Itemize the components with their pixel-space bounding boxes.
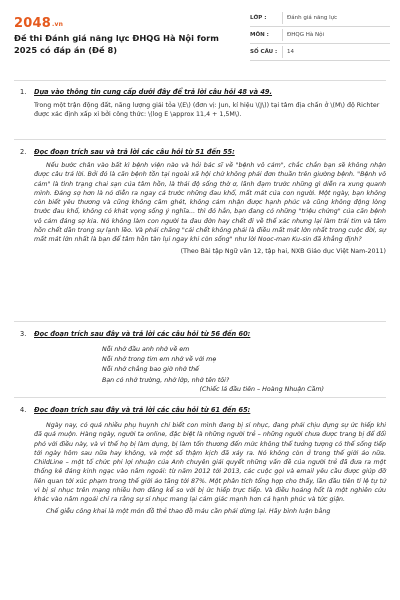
question-4: [14, 406, 386, 516]
page-header: [0, 0, 400, 80]
logo-suffix: .vn: [51, 21, 64, 28]
poem-lines: [102, 345, 386, 386]
question-divider: [14, 139, 386, 140]
question-body: Trong một trận động đất, năng lượng giải tỏa \(E\) (đơn vị: Jun, kí hiệu \(J\)) tại tâm địa chấn ở \(M\) độ Richter được xác định xấp xỉ bởi công thức: \(log E \approx 11,4 + 1,5M\).: [34, 102, 380, 119]
passage-text: Nếu bước chân vào bất kì bệnh viện nào và hỏi bác sĩ về "bệnh vô cảm", chắc chắn bạn sẽ không nhận được câu trả lời. Bởi đó là căn bệnh tồn tại ngoài xã hội chứ không phải đơn thuần trên giường bệnh. "Bệnh vô cảm" là tình trạng chai sạn của tâm hồn, là thái độ sống thờ ơ, lãnh đạm trước những gì diễn ra xung quanh mình. Đáng sợ hơn là nó diễn ra ngay cả trước những đau khổ, mất mát của con người. Một ngày, bạn không còn biết yêu thương và cũng không căm ghét, không cảm nhận được hạnh phúc và cũng không động lòng trước đau khổ, không có khát vọng sống ý nghĩa... thì đó hẳn, bạn đang có những "triệu chứng" của căn bệnh vô cảm đáng sợ kia. Nó không làm con người ta đau đớn hay chết đi về thể xác nhưng lại làm trái tim và tâm hồn chết dần trong sự lạnh lẽo. Và phải chăng "cái chết không phải là điều mất mát lớn nhất trong cuộc đời, sự mất mát lớn nhất là bạn để tâm hồn tàn lụi ngay khi còn sống" như lời Nooc-man Ku-sin đã khẳng định?: [34, 162, 386, 244]
question-divider: [14, 397, 386, 398]
passage-text-continued: Chế giễu công khai là một món đồ thẻ thao đồ máu cần phải dừng lại. Hãy bình luận bằng: [46, 507, 331, 515]
meta-key: MÔN :: [250, 32, 269, 38]
question-prompt: Dựa vào thông tin cung cấp dưới đây để trả lời câu hỏi 48 và 49.: [34, 88, 273, 96]
meta-divider: [282, 29, 283, 41]
passage-text: Ngày nay, có quá nhiều phụ huynh chỉ biết con mình đang bị sỉ nhục, đang phải chịu đựng sự ức hiếp khi đã quá muộn. Hàng ngày, người ta online, đặc biệt là những người trẻ – những người chưa được trang bị để đối phó với điều này, và vì thế họ bị làm dụng, bị làm tổn thương đến mức không thể tưởng tượng có thể sống tiếp tới ngày hôm sau nữa hay không, và một số thậm kịch đã xảy ra. Nó không còn ở trong thế giới ảo nữa. ChildLine – một tổ chức phi lợi nhuận của Anh chuyên giải quyết những vấn đề của người trẻ đã đưa ra một thống kê đáng kinh ngạc vào năm ngoái: từ năm 2012 tới 2013, các cuộc gọi và email yêu cầu được giúp đỡ liên quan tới xúc phạm trong thế giới ảo tăng tới 87%. Một phân tích tổng hợp cho thấy, lần đầu tiên tỉ lệ tự tử vì bị sỉ nhục trên mạng nhiều hơn đăng kể so với bị ức hiếp trực tiếp. Và điều hoảng hốt là một nghiên cứu khác vào năm ngoái chỉ ra rằng sự sỉ nhục mang lại cảm giác mạnh hơn cả hạnh phúc và tức giận.: [34, 422, 386, 504]
meta-key: SỐ CÂU :: [250, 49, 278, 55]
poem-line: Bạn có nhớ trường, nhớ lớp, nhớ tên tôi?: [102, 376, 230, 384]
question-number: 4.: [20, 406, 27, 414]
meta-row-subject: [250, 27, 390, 44]
meta-divider: [282, 46, 283, 58]
question-2: [14, 148, 386, 256]
poem-line: Nỗi nhớ trong tim em nhớ về với mẹ: [102, 356, 217, 364]
poem-source: (Chiếc lá đầu tiên – Hoàng Nhuận Cầm): [199, 385, 324, 393]
meta-table: [250, 10, 390, 61]
question-3: [14, 330, 386, 393]
meta-key: LỚP :: [250, 15, 267, 21]
meta-row-count: [250, 44, 390, 61]
question-prompt: Đọc đoạn trích sau và trả lời các câu hỏi từ 51 đến 55:: [34, 148, 235, 156]
question-number: 1.: [20, 88, 27, 96]
poem-line: Nỗi nhớ đầu anh nhớ về em: [102, 346, 190, 353]
document-title: Đề thi Đánh giá năng lực ĐHQG Hà Nội form 2025 có đáp án (Đề 8): [14, 33, 219, 55]
meta-value: Đánh giá năng lực: [287, 15, 338, 21]
site-logo[interactable]: [14, 16, 63, 31]
meta-value: 14: [287, 49, 294, 55]
question-prompt: Đọc đoạn trích sau đây và trả lời các câu hỏi từ 56 đến 60:: [34, 330, 251, 338]
logo-text: 2048: [14, 16, 51, 31]
header-divider: [14, 80, 386, 81]
meta-divider: [282, 12, 283, 24]
meta-row-class: [250, 10, 390, 27]
question-number: 3.: [20, 330, 27, 338]
meta-value: ĐHQG Hà Nội: [287, 32, 324, 38]
question-divider: [14, 321, 386, 322]
question-prompt: Đọc đoạn trích sau đây và trả lời các câu hỏi từ 61 đến 65:: [34, 406, 251, 414]
question-number: 2.: [20, 148, 27, 156]
passage-source: (Theo Bài tập Ngữ văn 12, tập hai, NXB Giáo dục Việt Nam-2011): [180, 247, 386, 255]
poem-line: Nỗi nhớ chẳng bao giờ nhớ thế: [102, 366, 199, 374]
question-1: [14, 88, 386, 120]
